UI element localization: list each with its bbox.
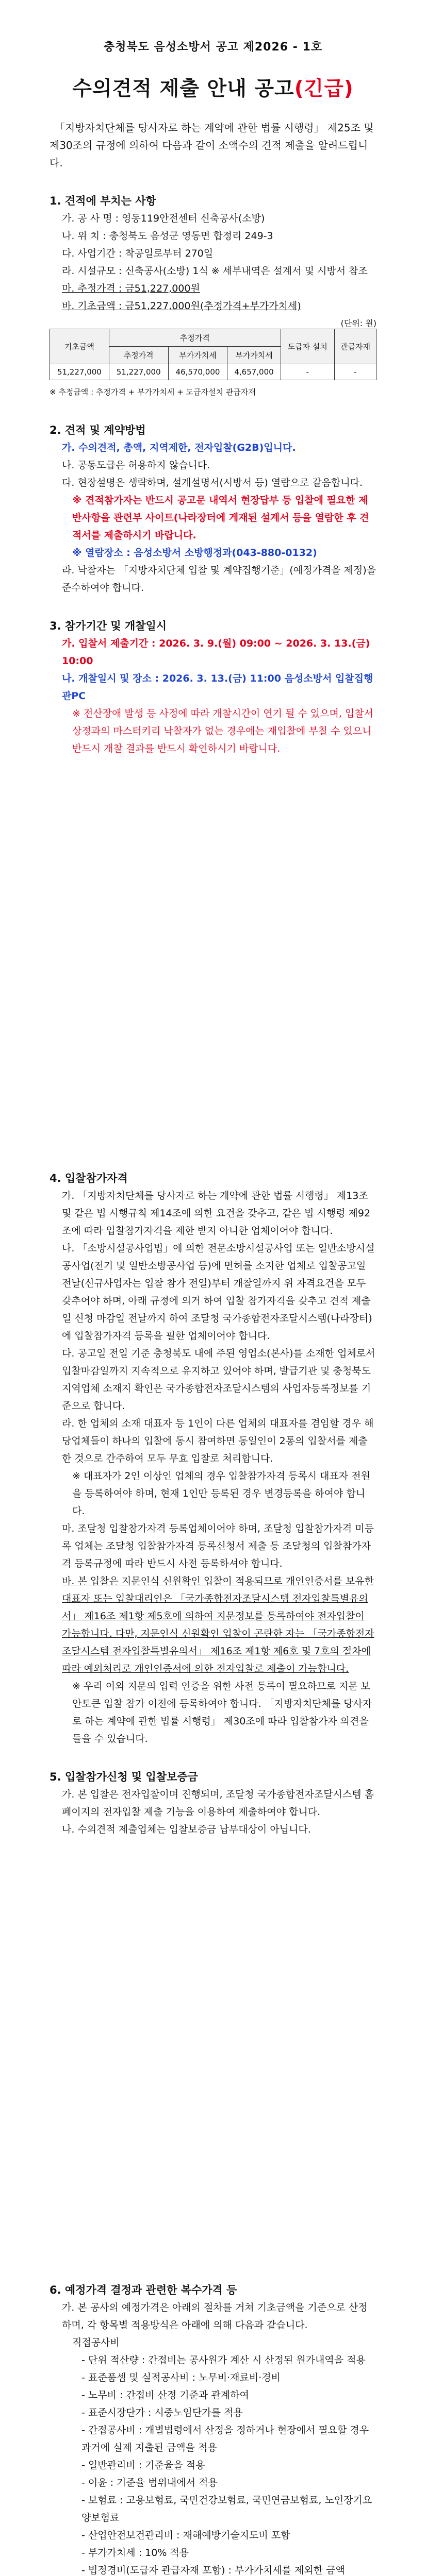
notice-title [50,73,376,101]
eligibility-line: 가. 「지방자치단체를 당사자로 하는 계약에 관한 법률 시행령」 제13조 및 같은 법 시행규칙 제14조에 의한 요건을 갖추고, 같은 법 시행령 제92조에 따라 입찰참가자격을 제한 받지 아니한 업체이어야 합니다. [62,1190,371,1236]
table-header: 추정가격 [109,347,168,364]
price-line: - 일반관리비 : 기준율을 적용 [81,2460,205,2471]
method-line: 나. 공동도급은 허용하지 않습니다. [62,460,210,471]
price-line: - 산업안전보건관리비 : 재해예방기술지도비 포함 [81,2530,290,2541]
section-bid-items [50,192,376,401]
section-title: 2. 견적 및 계약방법 [50,424,146,436]
table-header: 기초금액 [50,329,109,364]
price-line: - 보험료 : 고용보험료, 국민건강보험료, 국민연금보험료, 노인장기요양보험료 [81,2495,372,2523]
price-line: - 표준품셈 및 실적공사비 : 노무비·재료비·경비 [81,2372,281,2383]
eligibility-line: 나. 「소방시설공사업법」에 의한 전문소방시설공사업 또는 일반소방시설공사업(전기 및 일반소방공사업 등)에 면허를 소지한 업체로 입찰공고일 전날(신규사업자는 입찰 참가 전일)부터 개찰일까지 위 자격요건을 모두 갖추어야 하며, 아래 규정에 의거 하여 입찰 참가자격을 갖추고 견적 제출일 신청 마감일 전날까지 하여 조달청 국가종합전자조달시스템(나라장터)에 입찰참가자격 등록을 필한 업체이어야 합니다. [62,1243,375,1342]
table-cell: 4,657,000 [227,364,281,380]
table-header: 부가가치세 [168,347,227,364]
intro-paragraph: 「지방자치단체를 당사자로 하는 계약에 관한 법률 시행령」 제25조 및 제30조의 규정에 의하여 다음과 같이 소액수의 견적 제출을 알려드립니다. [50,122,374,169]
bid-item-line: 라. 시설규모 : 신축공사(소방) 1식 ※ 세부내역은 설계서 및 시방서 참조 [62,265,368,277]
eligibility-note: ※ 우리 이외 지문의 입력 인증을 위한 사전 등록이 필요하므로 지문 보안토큰 입찰 참가 이전에 등록하여야 합니다. 「지방자치단체를 당사자로 하는 계약에 관한 법률 시행령」 제30조에 따라 입찰참가자 의견을 들을 수 있습니다. [72,1681,372,1744]
estimated-price: 마. 추정가격 : 금51,227,000원 [62,283,200,294]
method-line: 라. 낙찰자는 「지방자치단체 입찰 및 계약집행기준」(예정가격을 제정)을 준수하여야 합니다. [62,565,376,594]
method-line: 다. 현장설명은 생략하며, 설계설명서(시방서 등) 열람으로 갈음합니다. [62,477,363,488]
bid-item-line: 가. 공 사 명 : 영동119안전센터 신축공사(소방) [62,213,265,224]
title-urgent-badge: (긴급) [294,77,354,100]
bond-line: 가. 본 입찰은 전자입찰이며 진행되며, 조달청 국가종합전자조달시스템 홈페이지의 전자입찰 제출 기능을 이용하여 제출하여야 합니다. [62,1789,374,1818]
table-cell: 51,227,000 [109,364,168,380]
submission-period: 가. 입찰서 제출기간 : 2026. 3. 9.(월) 09:00 ~ 2026. 3. 13.(금) 10:00 [62,638,370,667]
section-schedule [50,617,376,757]
bid-item-line: 다. 사업기간 : 착공일로부터 270일 [62,248,214,259]
section-estimated-price [50,2281,376,2576]
table-cell: 46,570,000 [168,364,227,380]
table-header: 도급자 설치 [281,329,334,364]
eligibility-note: ※ 대표자가 2인 이상인 업체의 경우 입찰참가자격 등록시 대표자 전원을 등록하여야 하며, 현재 1인만 등록된 경우 변경등록을 하여야 합니다. [72,1470,370,1517]
table-header: 관급자재 [334,329,376,364]
price-line: - 노무비 : 간접비 산정 기준과 관계하여 [81,2389,249,2401]
price-line: - 간접공사비 : 개별법령에서 산정을 정하거나 현장에서 필요할 경우 과거에 실제 지출된 금액을 적용 [81,2425,369,2453]
price-line: - 법정경비(도급자 관급자재 포함) : 부가가치세를 제외한 금액 [81,2565,345,2576]
section-bid-bond [50,1768,376,1838]
section-eligibility [50,1170,376,1748]
price-line: - 단위 적산량 : 간접비는 공사원가 계산 시 산정된 원가내역을 적용 [81,2354,366,2366]
viewing-location: ※ 열람장소 : 음성소방서 소방행정과(043-880-0132) [72,547,317,558]
table-note: ※ 추정금액 : 추정가격 + 부가가치세 + 도급자설치 관급자재 [50,387,256,397]
table-cell: - [334,364,376,380]
price-line: - 이윤 : 기준율 범위내에서 적용 [81,2477,218,2488]
price-line: 가. 본 공사의 예정가격은 아래의 절차를 거쳐 기초금액을 기준으로 산정하며, 각 항목별 적용방식은 아래에 의해 다음과 같습니다. [62,2302,368,2331]
eligibility-line: 라. 한 업체의 소재 대표자 등 1인이 다른 업체의 대표자를 겸임할 경우 해당업체들이 하나의 입찰에 동시 참여하면 동일인이 2통의 입찰서를 제출한 것으로 간주하여 모두 무효 입찰로 처리합니다. [62,1418,374,1464]
amount-table [50,329,376,380]
schedule-note: ※ 전산장애 발생 등 사정에 따라 개찰시간이 연기 될 수 있으며, 입찰서 상정과의 마스터키리 낙찰자가 없는 경우에는 재입찰에 부칠 수 있으니 반드시 개찰 결과를 반드시 확인하시기 바랍니다. [72,708,373,754]
price-line: - 부가가치세 : 10% 적용 [81,2547,189,2558]
section-contract-method [50,421,376,597]
section-title: 1. 견적에 부치는 사항 [50,195,156,207]
eligibility-line: 다. 공고일 전일 기준 충청북도 내에 주된 영업소(본사)를 소재한 업체로서 입찰마감일까지 지속적으로 유지하고 있어야 하며, 발급기관 및 충청북도 지역업체 소재지 확인은 국가종합전자조달시스템의 사업자등록정보를 기준으로 합니다. [62,1348,375,1412]
bid-item-line: 나. 위 치 : 충청북도 음성군 영동면 합정리 249-3 [62,230,273,242]
price-line: 직접공사비 [72,2337,120,2348]
price-line: - 표준시장단가 : 시중노임단가를 적용 [81,2407,243,2418]
table-row [50,364,376,380]
unit-label: (단위: 원) [340,318,376,328]
table-header: 부가가치세 [227,347,281,364]
table-cell: - [281,364,334,380]
section-title: 4. 입찰참가자격 [50,1172,128,1184]
section-title: 3. 참가기간 및 개찰일시 [50,620,167,632]
bond-line: 나. 수의견적 제출업체는 입찰보증금 납부대상이 아닙니다. [62,1824,311,1835]
section-title: 5. 입찰참가신청 및 입찰보증금 [50,1771,198,1783]
title-main: 수의견적 제출 안내 공고 [72,77,294,100]
eligibility-line: 바. 본 입찰은 지문인식 신원확인 입찰이 적용되므로 개인인증서를 보유한 대표자 또는 입찰대리인은 「국가종합전자조달시스템 전자입찰특별유의서」 제16조 제1항 제5호에 의하여 지문정보를 등록하여야 전자입찰이 가능합니다. 다만, 지문인식 신원확인 입찰이 곤란한 자는 「국가종합전자조달시스템 전자입찰특별유의서」 제16조 제1항 제6호 및 7호의 절차에 따라 예외처리로 개인인증서에 의한 전자입찰로 제출이 가능합니다. [62,1575,374,1674]
method-line: 가. 수의견적, 총액, 지역제한, 전자입찰(G2B)입니다. [62,442,296,453]
table-cell: 51,227,000 [50,364,109,380]
table-header: 추정가격 [109,329,281,347]
section-title: 6. 예정가격 결정과 관련한 복수가격 등 [50,2284,237,2296]
opening-datetime: 나. 개찰일시 및 장소 : 2026. 3. 13.(금) 11:00 음성소방서 입찰집행관PC [62,673,373,702]
eligibility-line: 마. 조달청 입찰참가자격 등록업체이어야 하며, 조달청 입찰참가자격 미등록 업체는 조달청 입찰참가자격 등록신청서 제출 등 조달청의 입찰참가자격 등록규정에 따라 반드시 사전 등록하셔야 합니다. [62,1523,374,1569]
notice-number: 충청북도 음성소방서 공고 제2026 - 1호 [103,41,323,54]
method-note: ※ 견적참가자는 반드시 공고문 내역서 현장답부 등 입찰에 필요한 제반사항을 관련부 사이트(나라장터에 게재된 설계서 등을 열람한 후 견적서를 제출하시기 바랍니다. [72,495,369,541]
base-amount: 바. 기초금액 : 금51,227,000원(추정가격+부가가치세) [62,300,301,312]
